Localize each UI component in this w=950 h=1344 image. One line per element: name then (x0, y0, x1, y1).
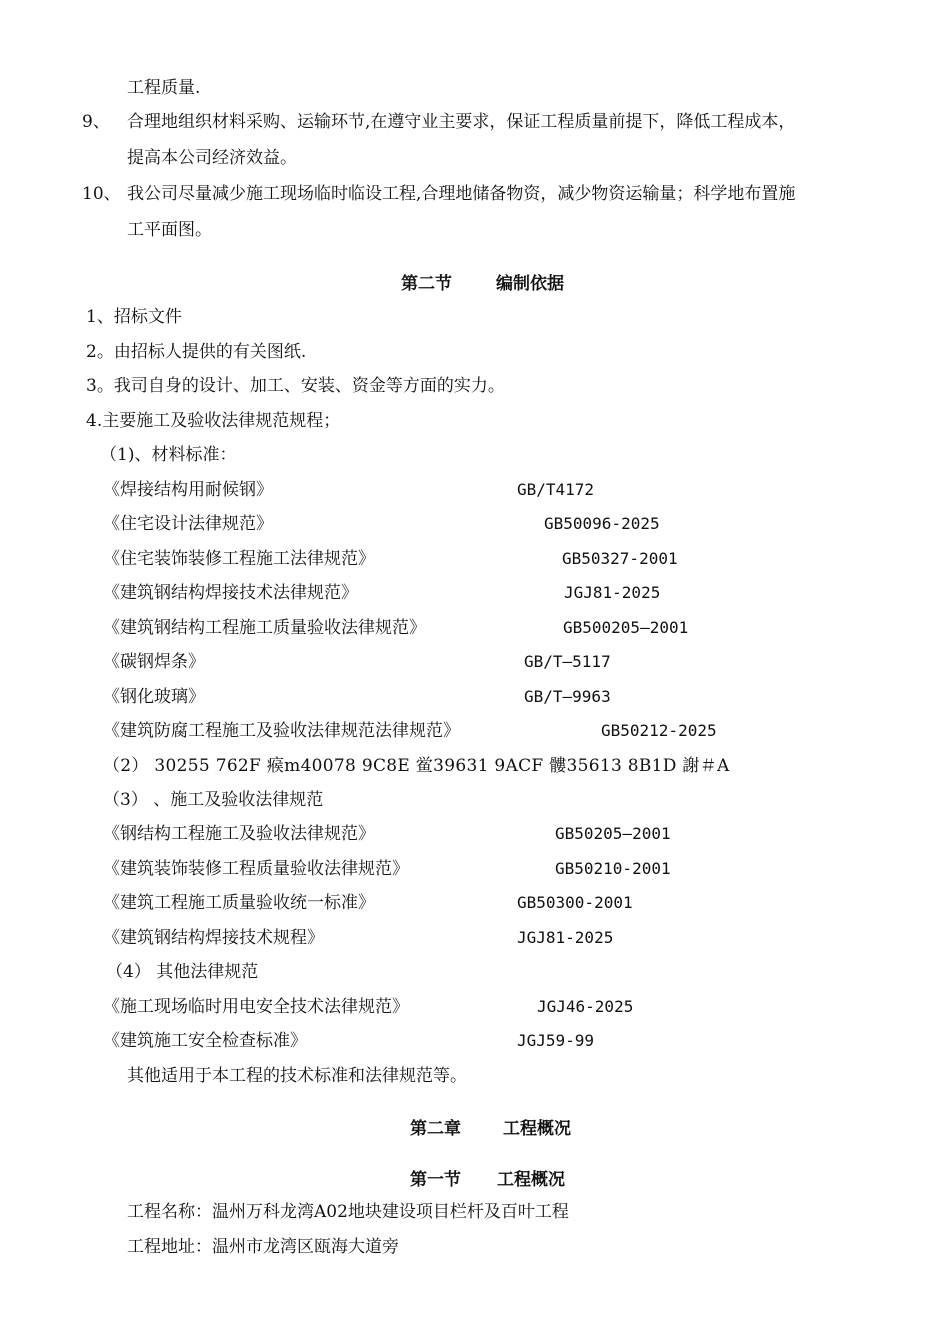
subheading: （3） 、施工及验收法律规范 (103, 790, 324, 810)
text-line: 其他适用于本工程的技术标准和法律规范等。 (127, 1066, 467, 1086)
subheading: （1)、材料标准： (100, 445, 237, 465)
text-line: 我公司尽量减少施工现场临时临设工程,合理地储备物资，减少物资运输量；科学地布置施 (127, 184, 796, 204)
text-line: 合理地组织材料采购、运输环节,在遵守业主要求，保证工程质量前提下，降低工程成本， (127, 112, 796, 132)
standard-code: JGJ81-2025 (517, 928, 614, 947)
standard-code: GB/T—5117 (524, 652, 611, 671)
text-line: 3。我司自身的设计、加工、安装、资金等方面的实力。 (86, 376, 505, 396)
standard-name: 《建筑装饰装修工程质量验收法律规范》 (103, 859, 409, 879)
standard-name: 《建筑工程施工质量验收统一标准》 (103, 893, 375, 913)
standard-name: 《建筑钢结构焊接技术法律规范》 (103, 583, 358, 603)
standard-code: GB50210-2001 (555, 859, 671, 878)
text-line: 4.主要施工及验收法律规范规程； (86, 411, 341, 431)
standard-name: 《住宅装饰装修工程施工法律规范》 (103, 549, 375, 569)
standard-name: 《施工现场临时用电安全技术法律规范》 (103, 997, 409, 1017)
section-heading-number: 第一节 (410, 1170, 461, 1190)
text-line: 2。由招标人提供的有关图纸. (86, 342, 307, 362)
standard-code: GB50205—2001 (555, 824, 671, 843)
section-heading-title: 编制依据 (496, 274, 564, 294)
standard-name: 《钢化玻璃》 (103, 687, 205, 707)
text-line: 工程质量. (127, 78, 201, 98)
list-number: 9、 (82, 112, 110, 132)
chapter-heading-number: 第二章 (410, 1119, 461, 1139)
standard-code: JGJ59-99 (517, 1031, 595, 1050)
standard-name: 《建筑施工安全检查标准》 (103, 1031, 307, 1051)
text-line: 提高本公司经济效益。 (127, 148, 297, 168)
standard-name: 《住宅设计法律规范》 (103, 514, 273, 534)
standard-code: GB/T—9963 (524, 687, 611, 706)
standard-name: 《焊接结构用耐候钢》 (103, 480, 273, 500)
project-address: 工程地址：温州市龙湾区瓯海大道旁 (127, 1237, 399, 1257)
standard-name: 《建筑钢结构工程施工质量验收法律规范》 (103, 618, 426, 638)
section-heading-title: 工程概况 (497, 1170, 565, 1190)
chapter-heading-title: 工程概况 (503, 1119, 571, 1139)
standard-name: 《钢结构工程施工及验收法律规范》 (103, 824, 375, 844)
standard-code: GB500205—2001 (563, 618, 689, 637)
subheading: （2） 30255 762F 瘊m40078 9C8E 鲎39631 9ACF 髏35613 8B1D 謝＃A (103, 756, 730, 776)
standard-code: JGJ81-2025 (564, 583, 661, 602)
standard-code: GB50212-2025 (601, 721, 717, 740)
standard-code: GB50327-2001 (562, 549, 678, 568)
standard-name: 《碳钢焊条》 (103, 652, 205, 672)
section-heading-number: 第二节 (401, 274, 452, 294)
standard-code: GB50096-2025 (544, 514, 660, 533)
text-line: 工平面图。 (127, 220, 212, 240)
standard-code: GB/T4172 (517, 480, 595, 499)
list-number: 10、 (82, 184, 121, 204)
project-name: 工程名称：温州万科龙湾A02地块建设项目栏杆及百叶工程 (127, 1202, 569, 1222)
standard-name: 《建筑防腐工程施工及验收法律规范法律规范》 (103, 721, 460, 741)
text-line: 1、招标文件 (86, 307, 182, 327)
standard-code: JGJ46-2025 (537, 997, 634, 1016)
subheading: （4） 其他法律规范 (106, 962, 259, 982)
standard-name: 《建筑钢结构焊接技术规程》 (103, 928, 324, 948)
standard-code: GB50300-2001 (517, 893, 633, 912)
